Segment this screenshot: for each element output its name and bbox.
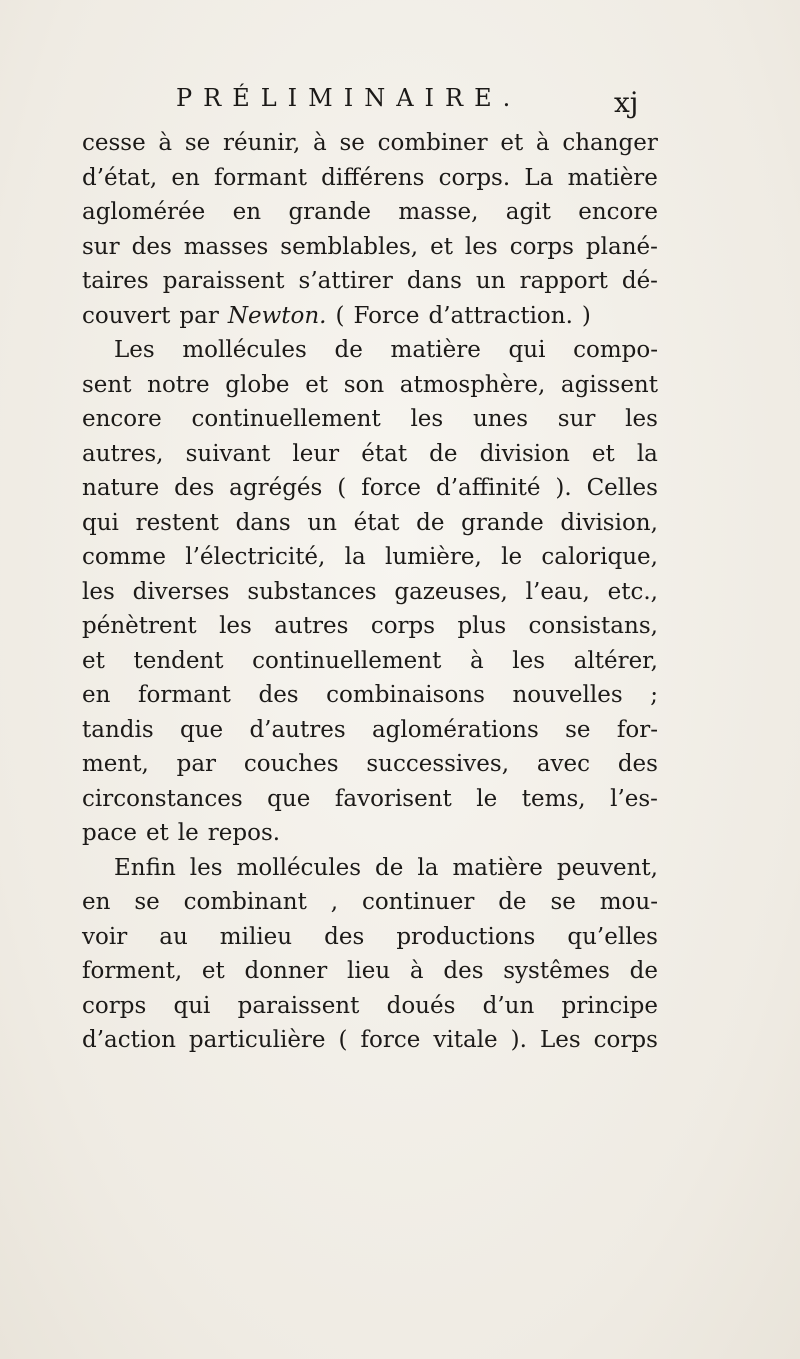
text-line: voir au milieu des productions qu’elles (82, 923, 658, 950)
text-line: pénètrent les autres corps plus consistans, (82, 613, 658, 639)
text-line: tandis que d’autres aglomérations se for- (82, 716, 658, 743)
page-number: xj (614, 86, 639, 119)
text-line: circonstances que favorisent le tems, l’es- (82, 785, 658, 812)
text-line: d’état, en formant différens corps. La matière (82, 164, 658, 191)
text-line: en formant des combinaisons nouvelles ; (82, 682, 658, 708)
running-header (176, 84, 646, 112)
text-line: encore continuellement les unes sur les (82, 406, 658, 432)
text-line: forment, et donner lieu à des systêmes de (82, 958, 658, 984)
running-title: PRÉLIMINAIRE. (176, 84, 522, 112)
text-line: et tendent continuellement à les altérer, (82, 647, 658, 674)
text-line: pace et le repos. (82, 820, 281, 846)
text-line: cesse à se réunir, à se combiner et à changer (82, 130, 658, 156)
text-line: aglomérée en grande masse, agit encore (82, 199, 658, 225)
text-line: Les mollécules de matière qui compo- (114, 337, 658, 363)
text-line: couvert par Newton. ( Force d’attraction. ) (82, 302, 591, 329)
text-line: ment, par couches successives, avec des (82, 751, 658, 777)
text-line: les diverses substances gazeuses, l’eau, etc., (82, 578, 658, 605)
text-line: comme l’électricité, la lumière, le calorique, (82, 544, 658, 570)
text-line: nature des agrégés ( force d’affinité ). Celles (82, 475, 658, 501)
text-line: d’action particulière ( force vitale ). Les corps (82, 1027, 658, 1053)
text-line: Enfin les mollécules de la matière peuvent, (114, 854, 658, 881)
text-line: autres, suivant leur état de division et la (82, 440, 658, 467)
text-line: en se combinant , continuer de se mou- (82, 889, 658, 915)
text-line: taires paraissent s’attirer dans un rapport dé- (82, 268, 658, 294)
text-line: sent notre globe et son atmosphère, agissent (82, 371, 658, 398)
text-line: qui restent dans un état de grande division, (82, 509, 658, 536)
text-line: sur des masses semblables, et les corps plané- (82, 233, 658, 260)
text-line: corps qui paraissent doués d’un principe (82, 992, 658, 1019)
body-text (82, 126, 658, 1058)
